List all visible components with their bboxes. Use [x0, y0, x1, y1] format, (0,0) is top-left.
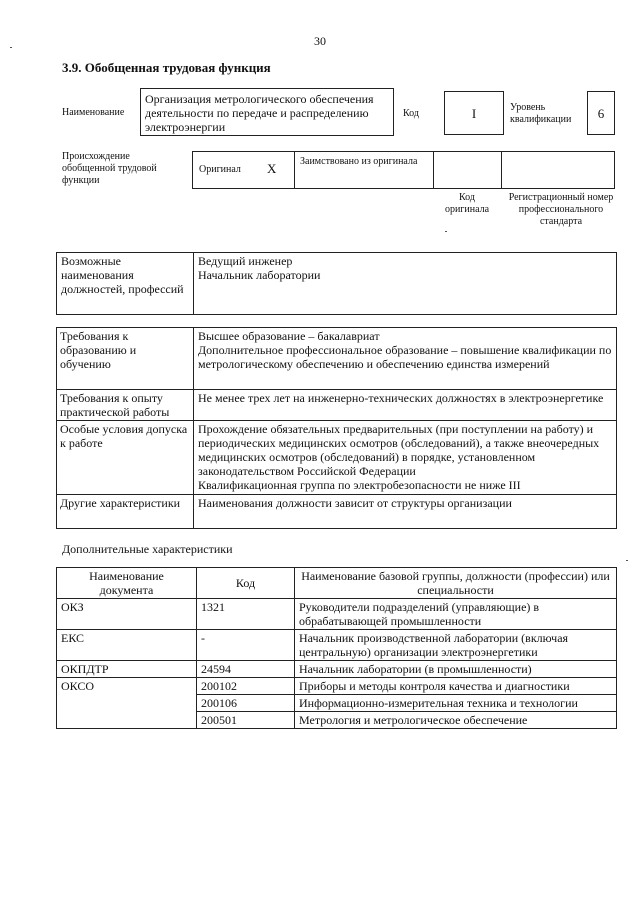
requirement-value — [194, 495, 617, 529]
level-value-box — [587, 91, 615, 135]
borrowed-label: Заимствовано из оригинала — [300, 156, 418, 167]
code-value-box — [444, 91, 504, 135]
positions-table — [56, 252, 617, 315]
table-row — [57, 599, 617, 630]
original-mark: X — [267, 161, 277, 176]
row-code: 200501 — [197, 712, 295, 729]
origin-divider-2 — [433, 152, 434, 188]
requirement-line: Квалификационная группа по электробезопасности не ниже III — [198, 478, 521, 492]
positions-values — [194, 253, 617, 315]
name-value: Организация метрологического обеспечения деятельности по передаче и распределению электроэнергии — [145, 92, 374, 134]
additional-title: Дополнительные характеристики — [62, 542, 233, 556]
requirement-label: Требования к опыту практической работы — [57, 390, 194, 421]
origin-label: Происхождение обобщенной трудовой функции — [62, 151, 157, 186]
original-label: Оригинал — [199, 164, 241, 175]
row-doc: ОКСО — [57, 678, 197, 729]
additional-table — [56, 567, 617, 729]
row-name: Начальник производственной лаборатории (включая центральную) организации электроэнергетики — [295, 630, 617, 661]
level-label: Уровень квалификации — [510, 102, 572, 125]
origin-divider-1 — [294, 152, 295, 188]
reg-number-caption: Регистрационный номер профессионального стандарта — [508, 192, 614, 227]
requirement-value — [194, 390, 617, 421]
row-doc: ЕКС — [57, 630, 197, 661]
requirement-label: Требования к образованию и обучению — [57, 328, 194, 390]
row-name: Начальник лаборатории (в промышленности) — [295, 661, 617, 678]
row-doc: ОКЗ — [57, 599, 197, 630]
level-value: 6 — [597, 106, 605, 121]
name-value-box — [140, 88, 394, 136]
row-code: - — [197, 630, 295, 661]
requirements-table — [56, 327, 617, 529]
table-row — [57, 661, 617, 678]
row-code: 24594 — [197, 661, 295, 678]
row-name: Метрология и метрологическое обеспечение — [295, 712, 617, 729]
section-title: 3.9. Обобщенная трудовая функция — [62, 60, 271, 75]
header-doc: Наименование документа — [57, 568, 197, 599]
position-1: Ведущий инженер — [198, 254, 293, 268]
scan-dot — [445, 231, 447, 232]
requirement-label: Другие характеристики — [57, 495, 194, 529]
origin-table — [192, 151, 615, 189]
code-original-caption: Код оригинала — [444, 192, 490, 215]
row-name: Руководители подразделений (управляющие) в обрабатывающей промышленности — [295, 599, 617, 630]
row-doc: ОКПДТР — [57, 661, 197, 678]
table-row — [57, 678, 617, 695]
origin-divider-3 — [501, 152, 502, 188]
name-label: Наименование — [62, 107, 125, 118]
requirement-row — [57, 390, 617, 421]
requirement-line: Дополнительное профессиональное образование – повышение квалификации по метрологическому обеспечению и обеспечению единства измерений — [198, 343, 612, 371]
scan-dot — [626, 560, 628, 561]
requirement-line: Не менее трех лет на инженерно-технических должностях в электроэнергетике — [198, 391, 604, 405]
code-label: Код — [403, 108, 419, 119]
requirement-label: Особые условия допуска к работе — [57, 421, 194, 495]
positions-label: Возможные наименования должностей, профессий — [57, 253, 194, 315]
requirement-row — [57, 421, 617, 495]
scan-dot — [10, 47, 12, 48]
row-name: Приборы и методы контроля качества и диагностики — [295, 678, 617, 695]
requirement-line: Прохождение обязательных предварительных (при поступлении на работу) и периодических медицинских осмотров (обследований), а также внеочередных медицинских осмотров (обследований) в порядке, установленном законодательством Российской Федерации — [198, 422, 600, 478]
table-row — [57, 630, 617, 661]
requirement-value — [194, 421, 617, 495]
code-value: I — [471, 106, 477, 121]
header-name: Наименование базовой группы, должности (профессии) или специальности — [295, 568, 617, 599]
page-number: 30 — [314, 34, 326, 48]
additional-header-row — [57, 568, 617, 599]
requirement-line: Наименования должности зависит от структуры организации — [198, 496, 512, 510]
header-code: Код — [197, 568, 295, 599]
row-code: 200102 — [197, 678, 295, 695]
row-code: 200106 — [197, 695, 295, 712]
requirement-row — [57, 495, 617, 529]
requirement-value — [194, 328, 617, 390]
requirement-line: Высшее образование – бакалавриат — [198, 329, 380, 343]
row-name: Информационно-измерительная техника и технологии — [295, 695, 617, 712]
positions-row — [57, 253, 617, 315]
requirement-row — [57, 328, 617, 390]
position-2: Начальник лаборатории — [198, 268, 321, 282]
row-code: 1321 — [197, 599, 295, 630]
